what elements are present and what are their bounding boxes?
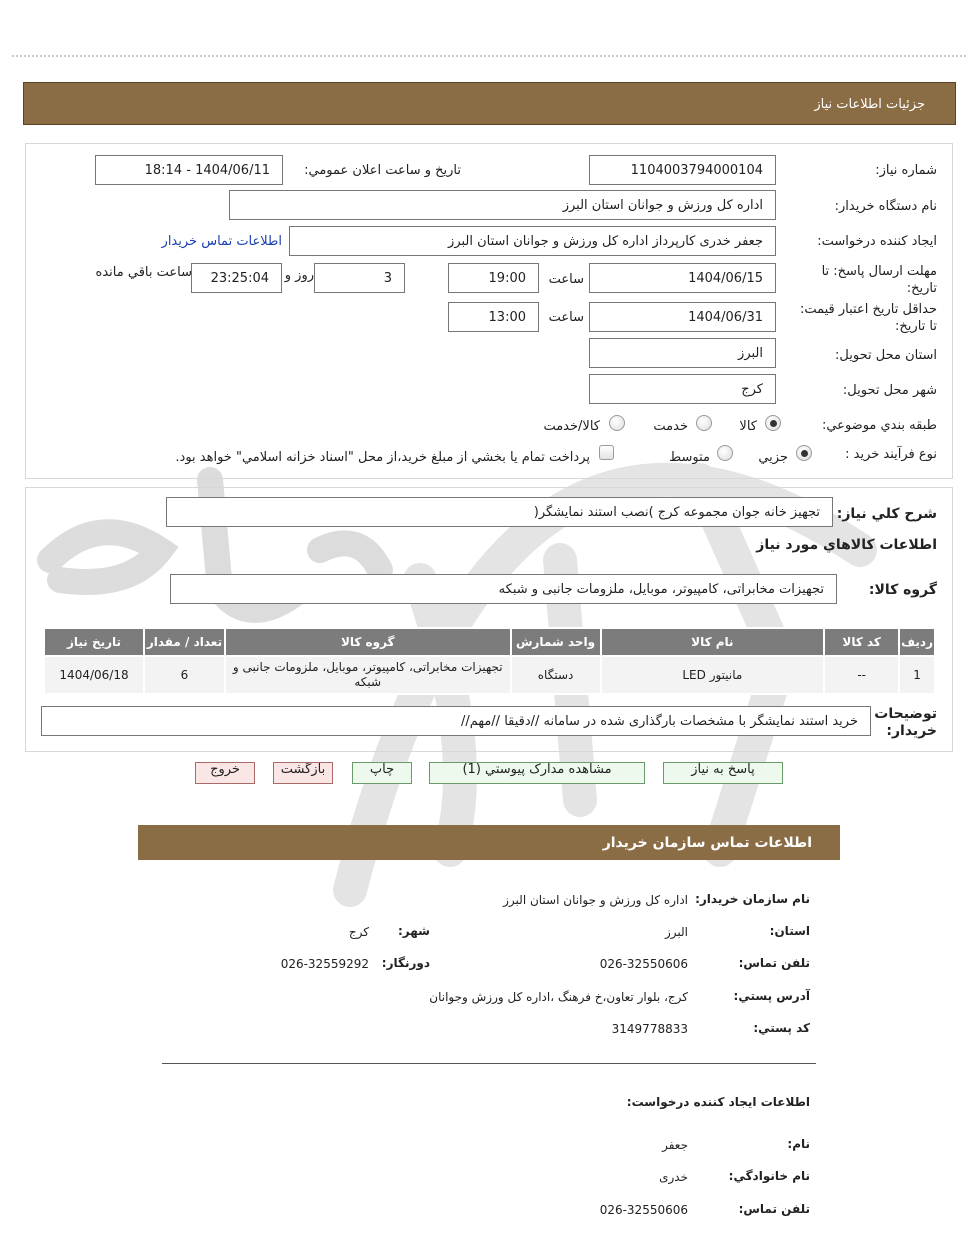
goods-table xyxy=(43,627,936,695)
summary-field: تجهیز خانه جوان مجموعه کرج )نصب استند نمایشگر( xyxy=(166,497,833,527)
cell-group: تجهیزات مخابراتی، کامپیوتر، موبایل، ملزومات جانبی و شبکه xyxy=(225,656,511,694)
exit-button[interactable]: خروج xyxy=(195,762,255,784)
remaining-days-field: 3 xyxy=(314,263,405,293)
need-number-field: 1104003794000104 xyxy=(589,155,776,185)
col-row: رديف xyxy=(899,628,935,656)
reply-deadline-date-field: 1404/06/15 xyxy=(589,263,776,293)
creator-info-title: اطلاعات ايجاد کننده درخواست: xyxy=(626,1095,810,1109)
purchase-process-label: نوع فرآيند خريد : xyxy=(845,447,937,462)
delivery-province-label: استان محل تحويل: xyxy=(835,348,937,363)
contact-postal-label: کد پستي: xyxy=(753,1021,810,1035)
contact-phone-label: تلفن تماس: xyxy=(738,956,810,970)
remaining-time-field: 23:25:04 xyxy=(191,263,282,293)
col-name: نام کالا xyxy=(601,628,825,656)
contact-separator xyxy=(162,1063,816,1064)
buyer-contact-link[interactable]: اطلاعات تماس خريدار xyxy=(161,234,282,249)
treasury-payment-checkbox[interactable] xyxy=(599,445,614,460)
table-row xyxy=(44,656,935,694)
creator-first-name-value: جعفر xyxy=(662,1138,688,1152)
category-service-label: خدمت xyxy=(653,419,688,434)
buyer-notes-label: توضيحات xyxy=(874,706,937,722)
cell-date: 1404/06/18 xyxy=(44,656,144,694)
contact-phone-value: 026-32550606 xyxy=(599,957,688,971)
contact-city-label: شهر: xyxy=(398,924,430,938)
org-name-label: نام سازمان خريدار: xyxy=(695,892,810,906)
page-header-bar xyxy=(23,82,956,125)
price-validity-label: حداقل تاريخ اعتبار قيمت: xyxy=(799,302,937,317)
cell-code: -- xyxy=(824,656,899,694)
buyer-contact-bar xyxy=(138,825,840,860)
contact-address-value: کرج، بلوار تعاون،خ فرهنگ ،اداره کل ورزش وجوانان xyxy=(429,990,688,1004)
announce-date-field: 1404/06/11 - 18:14 xyxy=(95,155,283,185)
summary-label: شرح کلي نياز: xyxy=(836,506,937,522)
category-label: طبقه بندي موضوعي: xyxy=(821,418,937,433)
creator-phone-label: تلفن تماس: xyxy=(738,1202,810,1216)
creator-last-name-value: خدری xyxy=(659,1170,688,1184)
creator-first-name-label: نام: xyxy=(787,1137,810,1151)
need-number-label: شماره نياز: xyxy=(875,163,937,178)
delivery-city-label: شهر محل تحويل: xyxy=(842,383,937,398)
goods-group-label: گروه کالا: xyxy=(868,582,937,598)
category-goods-service-label: کالا/خدمت xyxy=(543,419,600,434)
delivery-province-field: البرز xyxy=(589,338,776,368)
goods-group-field: تجهیزات مخابراتی، کامپیوتر، موبایل، ملزومات جانبی و شبکه xyxy=(170,574,837,604)
price-validity-label-2: تا تاريخ: xyxy=(895,319,937,334)
process-medium-radio[interactable] xyxy=(717,445,733,461)
buyer-org-label: نام دستگاه خريدار: xyxy=(834,199,937,214)
col-unit: واحد شمارش xyxy=(511,628,601,656)
reply-button[interactable]: پاسخ به نياز xyxy=(663,762,783,784)
cell-unit: دستگاه xyxy=(511,656,601,694)
treasury-payment-note: پرداخت تمام يا بخشي از مبلغ خريد،از محل "اسناد خزانه اسلامي" خواهد بود. xyxy=(175,450,590,465)
price-validity-date-field: 1404/06/31 xyxy=(589,302,776,332)
buyer-notes-field: خرید استند نمایشگر با مشخصات بارگذاری شده در سامانه //دقیقا //مهم// xyxy=(41,706,871,736)
contact-fax-value: 026-32559292 xyxy=(280,957,369,971)
announce-date-label: تاريخ و ساعت اعلان عمومي: xyxy=(304,163,461,178)
price-validity-time-field: 13:00 xyxy=(448,302,539,332)
contact-address-label: آدرس پستي: xyxy=(733,989,810,1003)
goods-table-header xyxy=(44,628,935,656)
remaining-days-label: روز و xyxy=(284,268,314,283)
price-validity-time-label: ساعت xyxy=(548,310,584,325)
contact-province-value: البرز xyxy=(664,925,688,939)
category-service-radio[interactable] xyxy=(696,415,712,431)
buyer-contact-title: اطلاعات تماس سازمان خريدار xyxy=(602,835,812,851)
process-medium-label: متوسط xyxy=(669,450,710,465)
creator-last-name-label: نام خانوادگي: xyxy=(728,1169,810,1183)
contact-postal-value: 3149778833 xyxy=(611,1022,688,1036)
view-attachments-button[interactable]: مشاهده مدارک پيوستي (1) xyxy=(429,762,645,784)
creator-phone-value: 026-32550606 xyxy=(599,1203,688,1217)
print-button[interactable]: چاپ xyxy=(352,762,412,784)
cell-qty: 6 xyxy=(144,656,225,694)
remaining-time-label: ساعت باقي مانده xyxy=(95,265,192,280)
category-goods-service-radio[interactable] xyxy=(609,415,625,431)
org-name-value: اداره کل ورزش و جوانان استان البرز xyxy=(503,893,688,907)
delivery-city-field: کرج xyxy=(589,374,776,404)
category-goods-radio[interactable] xyxy=(765,415,781,431)
col-code: کد کالا xyxy=(824,628,899,656)
process-minor-radio[interactable] xyxy=(796,445,812,461)
col-group: گروه کالا xyxy=(225,628,511,656)
request-creator-label: ايجاد کننده درخواست: xyxy=(817,234,937,249)
buyer-notes-label-2: خريدار: xyxy=(886,723,937,739)
reply-deadline-label: مهلت ارسال پاسخ: تا xyxy=(821,264,937,279)
cell-row: 1 xyxy=(899,656,935,694)
col-qty: تعداد / مقدار xyxy=(144,628,225,656)
buyer-org-field: اداره کل ورزش و جوانان استان البرز xyxy=(229,190,776,220)
reply-deadline-time-field: 19:00 xyxy=(448,263,539,293)
category-goods-label: کالا xyxy=(739,419,757,434)
contact-province-label: استان: xyxy=(769,924,810,938)
process-minor-label: جزيي xyxy=(758,450,788,465)
col-date: تاريخ نياز xyxy=(44,628,144,656)
back-button[interactable]: بازگشت xyxy=(273,762,333,784)
contact-city-value: کرج xyxy=(348,925,369,939)
cell-name: مانیتور LED xyxy=(601,656,825,694)
goods-info-title: اطلاعات کالاهاي مورد نياز xyxy=(756,537,937,553)
request-creator-field: جعفر خدری کارپرداز اداره کل ورزش و جوانان استان البرز xyxy=(289,226,776,256)
page-title: جزئيات اطلاعات نياز xyxy=(814,97,925,112)
reply-deadline-label-2: تاريخ: xyxy=(906,281,937,296)
contact-fax-label: دورنگار: xyxy=(381,956,430,970)
top-dotted-divider xyxy=(12,55,966,57)
reply-deadline-time-label: ساعت xyxy=(548,272,584,287)
